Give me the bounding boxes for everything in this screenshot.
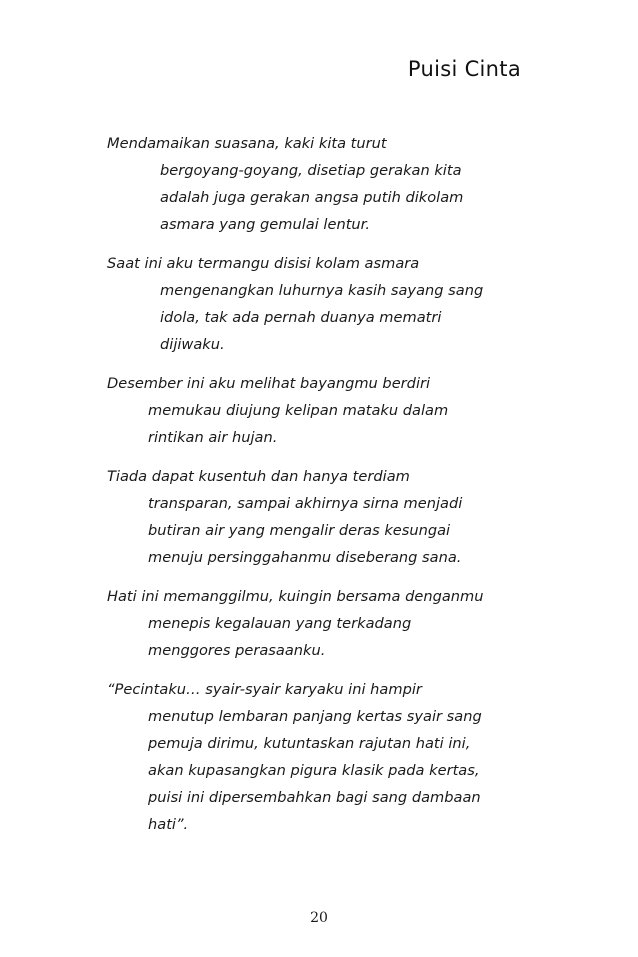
poem-line: akan kupasangkan pigura klasik pada kertas, (148, 762, 480, 779)
poem-line: asmara yang gemulai lentur. (160, 216, 370, 233)
stanza-1 (107, 130, 547, 238)
stanza-4 (107, 463, 547, 571)
stanza-2 (107, 250, 547, 358)
poem-line: mengenangkan luhurnya kasih sayang sang (160, 282, 484, 299)
running-header-title: Puisi Cinta (407, 57, 521, 81)
stanza-6 (107, 676, 547, 838)
poem-line: bergoyang-goyang, disetiap gerakan kita (160, 162, 462, 179)
poem-line: menepis kegalauan yang terkadang (148, 615, 412, 632)
poem-line: transparan, sampai akhirnya sirna menjadi (148, 495, 463, 512)
poem-line: hati”. (148, 816, 189, 833)
poem-line: memukau diujung kelipan mataku dalam (148, 402, 449, 419)
stanza-5 (107, 583, 547, 664)
poem-line: butiran air yang mengalir deras kesungai (148, 522, 451, 539)
poem-line: pemuja dirimu, kutuntaskan rajutan hati ini, (148, 735, 471, 752)
poem-line: Mendamaikan suasana, kaki kita turut (107, 135, 387, 152)
poem-line: Hati ini memanggilmu, kuingin bersama denganmu (107, 588, 484, 605)
poem-line: menggores perasaanku. (148, 642, 326, 659)
poem-line: menutup lembaran panjang kertas syair sang (148, 708, 482, 725)
poem-line: puisi ini dipersembahkan bagi sang dambaan (148, 789, 481, 806)
poem-body (107, 130, 547, 850)
page-number: 20 (310, 910, 328, 926)
stanza-3 (107, 370, 547, 451)
poem-line: Desember ini aku melihat bayangmu berdiri (107, 375, 431, 392)
poem-line: rintikan air hujan. (148, 429, 278, 446)
poem-line: menuju persinggahanmu diseberang sana. (148, 549, 462, 566)
poem-line: Tiada dapat kusentuh dan hanya terdiam (107, 468, 410, 485)
poem-line: “Pecintaku… syair-syair karyaku ini hampir (107, 681, 422, 698)
poem-line: adalah juga gerakan angsa putih dikolam (160, 189, 464, 206)
poem-line: dijiwaku. (160, 336, 225, 353)
poem-line: idola, tak ada pernah duanya mematri (160, 309, 442, 326)
poem-line: Saat ini aku termangu disisi kolam asmara (107, 255, 420, 272)
